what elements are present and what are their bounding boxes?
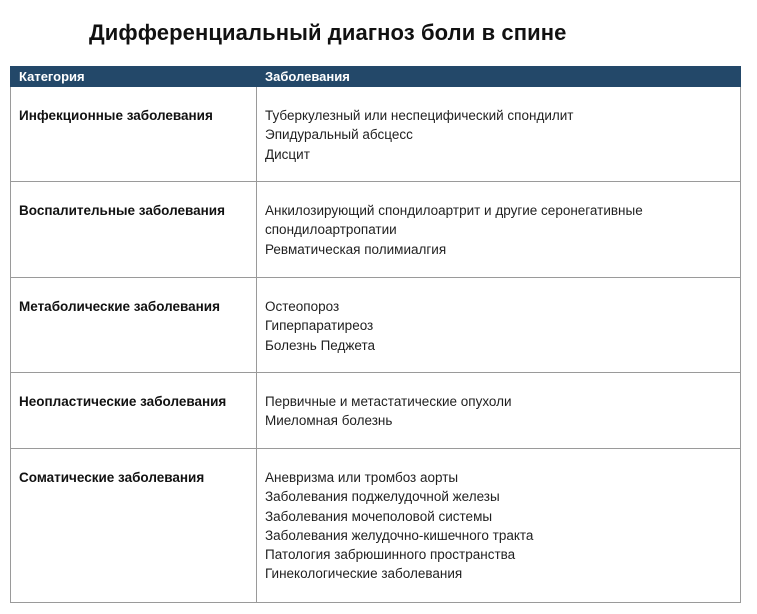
disease-item: Аневризма или тромбоз аорты	[265, 470, 459, 485]
table-row	[11, 87, 741, 182]
disease-item: Патология забрюшинного пространства	[265, 547, 516, 563]
table-row	[11, 449, 741, 603]
category-cell: Соматические заболевания	[11, 449, 257, 603]
disease-item: Заболевания мочеполовой системы	[265, 508, 493, 524]
disease-item: Ревматическая полимиалгия	[265, 241, 447, 257]
disease-item: Туберкулезный или неспецифический спондилит	[265, 108, 574, 123]
category-cell: Инфекционные заболевания	[11, 87, 257, 182]
category-cell: Неопластические заболевания	[11, 373, 257, 449]
table-row	[11, 373, 741, 449]
disease-item: Анкилозирующий спондилоартрит и другие серонегативные спондилоартропатии	[265, 203, 643, 238]
table-row	[11, 278, 741, 373]
disease-item: Гиперпаратиреоз	[265, 318, 374, 334]
disease-item: Гинекологические заболевания	[265, 566, 463, 582]
diseases-cell	[257, 278, 741, 373]
diseases-cell	[257, 449, 741, 603]
disease-item: Дисцит	[265, 146, 310, 162]
disease-item: Заболевания желудочно-кишечного тракта	[265, 527, 534, 543]
diseases-cell	[257, 87, 741, 182]
diseases-cell	[257, 182, 741, 278]
disease-item: Болезнь Педжета	[265, 337, 376, 353]
disease-item: Миеломная болезнь	[265, 413, 393, 429]
disease-item: Заболевания поджелудочной железы	[265, 489, 500, 505]
disease-item: Первичные и метастатические опухоли	[265, 394, 512, 409]
page-title: Дифференциальный диагноз боли в спине	[89, 20, 567, 45]
column-header-diseases: Заболевания	[257, 67, 741, 87]
diseases-cell	[257, 373, 741, 449]
column-header-category: Категория	[11, 67, 257, 87]
table-row	[11, 182, 741, 278]
disease-item: Эпидуральный абсцесс	[265, 127, 413, 143]
category-cell: Воспалительные заболевания	[11, 182, 257, 278]
category-cell: Метаболические заболевания	[11, 278, 257, 373]
disease-item: Остеопороз	[265, 299, 340, 314]
differential-diagnosis-table	[10, 66, 741, 603]
table-header-row	[11, 67, 741, 87]
